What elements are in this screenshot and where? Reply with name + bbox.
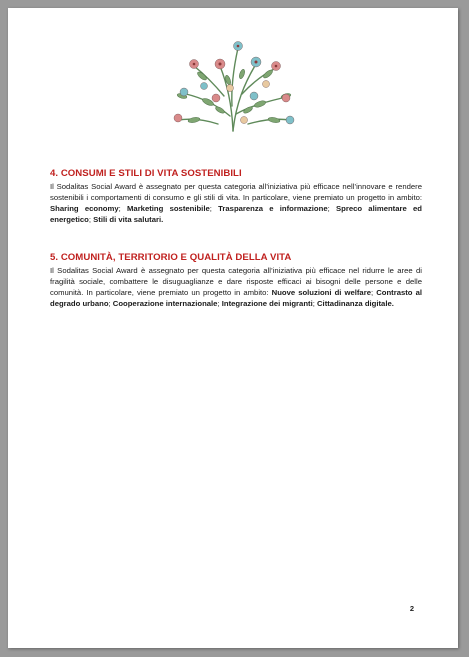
- area-item: Spreco alimentare ed energetico: [50, 204, 422, 224]
- area-item: Cooperazione internazionale: [112, 299, 218, 308]
- area-item: Sharing economy: [50, 204, 119, 213]
- area-item: Integrazione dei migranti: [221, 299, 313, 308]
- area-item: Nuove soluzioni di welfare: [271, 288, 371, 297]
- section-heading: 5. COMUNITÀ, TERRITORIO E QUALITÀ DELLA VITA: [50, 252, 292, 263]
- area-item: Trasparenza e informazione: [218, 204, 328, 213]
- section-comunita-territorio: [50, 252, 422, 309]
- area-item: Cittadinanza digitale.: [317, 299, 394, 308]
- section-intro: Il Sodalitas Social Award è assegnato per questa categoria all’iniziativa più efficace nel ridurre le aree di fragilità sociale, combattere le disuguaglianze e dare risposte efficaci ai bisogni delle persone e delle comunità. In particolare, viene premiato un progetto in ambito:: [50, 266, 422, 297]
- page-number: 2: [409, 604, 414, 613]
- area-item: Contrasto al degrado urbano: [50, 288, 422, 308]
- section-body: Il Sodalitas Social Award è assegnato per questa categoria all’iniziativa più efficace nell’innovare e rendere sostenibili i comportamenti di consumo e gli stili di vita. In particolare, viene premiato un progetto in ambito: Sharing economy; Marketing sostenibile; Trasparenza e informazione; Spreco alimentare ed energetico; Stili di vita salutari.: [50, 182, 422, 224]
- area-item: Marketing sostenibile: [127, 204, 210, 213]
- section-intro: Il Sodalitas Social Award è assegnato per questa categoria all’iniziativa più efficace nell’innovare e rendere sostenibili i comportamenti di consumo e gli stili di vita. In particolare, viene premiato un progetto in ambito:: [50, 182, 422, 202]
- floral-illustration-icon: [158, 36, 308, 132]
- document-page: [8, 8, 458, 648]
- section-heading: 4. CONSUMI E STILI DI VITA SOSTENIBILI: [50, 168, 242, 179]
- section-body: Il Sodalitas Social Award è assegnato per questa categoria all’iniziativa più efficace nel ridurre le aree di fragilità sociale, combattere le disuguaglianze e dare risposte efficaci ai bisogni delle persone e delle comunità. In particolare, viene premiato un progetto in ambito: Nuove soluzioni di welfare; Contrasto al degrado urbano; Cooperazione internazionale; Integrazione dei migranti; Cittadinanza digitale.: [50, 266, 422, 308]
- area-item: Stili di vita salutari.: [93, 215, 164, 224]
- section-consumi-stili-di-vita: [50, 168, 422, 225]
